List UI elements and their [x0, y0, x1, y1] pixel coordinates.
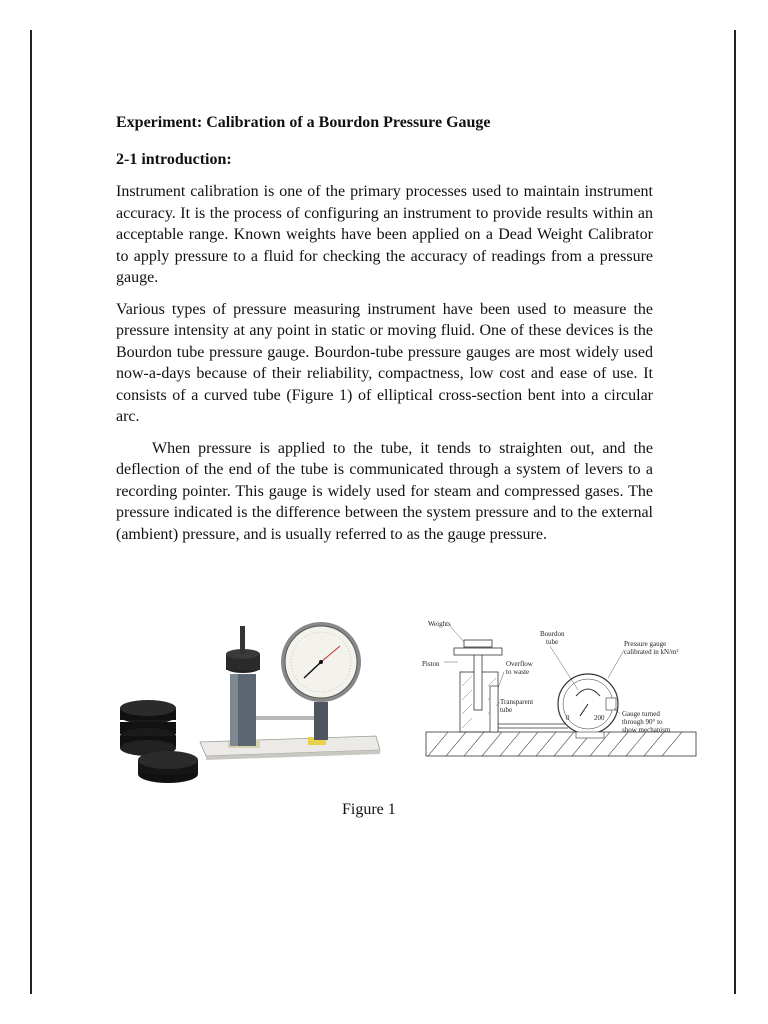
scale-200: 200	[594, 714, 605, 722]
paragraph-1: Instrument calibration is one of the primary processes used to maintain instrument accuracy. It is the process of configuring an instrument to provide results within an acceptable range. Known weights have been applied on a Dead Weight Calibrator to apply pressure to a fluid for checking the accuracy of readings from a pressure gauge.	[116, 183, 653, 286]
paragraph-2: Various types of pressure measuring instrument have been used to measure the pressure intensity at any point in static or moving fluid. One of these devices is the Bourdon tube pressure gauge. Bourdon-tube pressure gauges are most widely used now-a-days because of their reliability, compactness, low cost and ease of use. It consists of a curved tube (Figure 1) of elliptical cross-section bent into a circular arc.	[116, 300, 653, 425]
label-pressure-gauge-1: Pressure gauge	[624, 640, 667, 648]
label-bourdon-2: tube	[546, 638, 559, 646]
label-piston: Piston	[422, 660, 440, 668]
page-border-left	[30, 30, 32, 994]
label-transparent-2: tube	[500, 706, 513, 714]
calibrator-diagram	[418, 616, 708, 766]
section-heading: 2-1 introduction:	[116, 151, 232, 168]
figure-caption: Figure 1	[342, 801, 396, 818]
label-overflow-1: Overflow	[506, 660, 533, 668]
label-turned-2: through 90° to	[622, 718, 663, 726]
scale-zero: 0	[566, 714, 570, 722]
label-bourdon-1: Bourdon	[540, 630, 565, 638]
document-title: Experiment: Calibration of a Bourdon Pressure Gauge	[116, 114, 491, 131]
label-transparent-1: Transparent	[500, 698, 534, 706]
page-border-right	[734, 30, 736, 994]
document-body	[116, 112, 653, 555]
label-turned-1: Gauge turned	[622, 710, 660, 718]
label-weights: Weights	[428, 620, 451, 628]
apparatus-photo	[118, 612, 388, 792]
paragraph-3: When pressure is applied to the tube, it tends to straighten out, and the deflection of the end of the tube is communicated through a system of levers to a recording pointer. This gauge is widely used for steam and compressed gases. The pressure indicated is the difference between the system pressure and to the external (ambient) pressure, and is usually referred to as the gauge pressure.	[116, 439, 653, 543]
label-turned-3: show mechanism	[622, 726, 671, 734]
label-overflow-2: to waste	[506, 668, 530, 676]
label-pressure-gauge-2: calibrated in kN/m²	[624, 648, 679, 656]
